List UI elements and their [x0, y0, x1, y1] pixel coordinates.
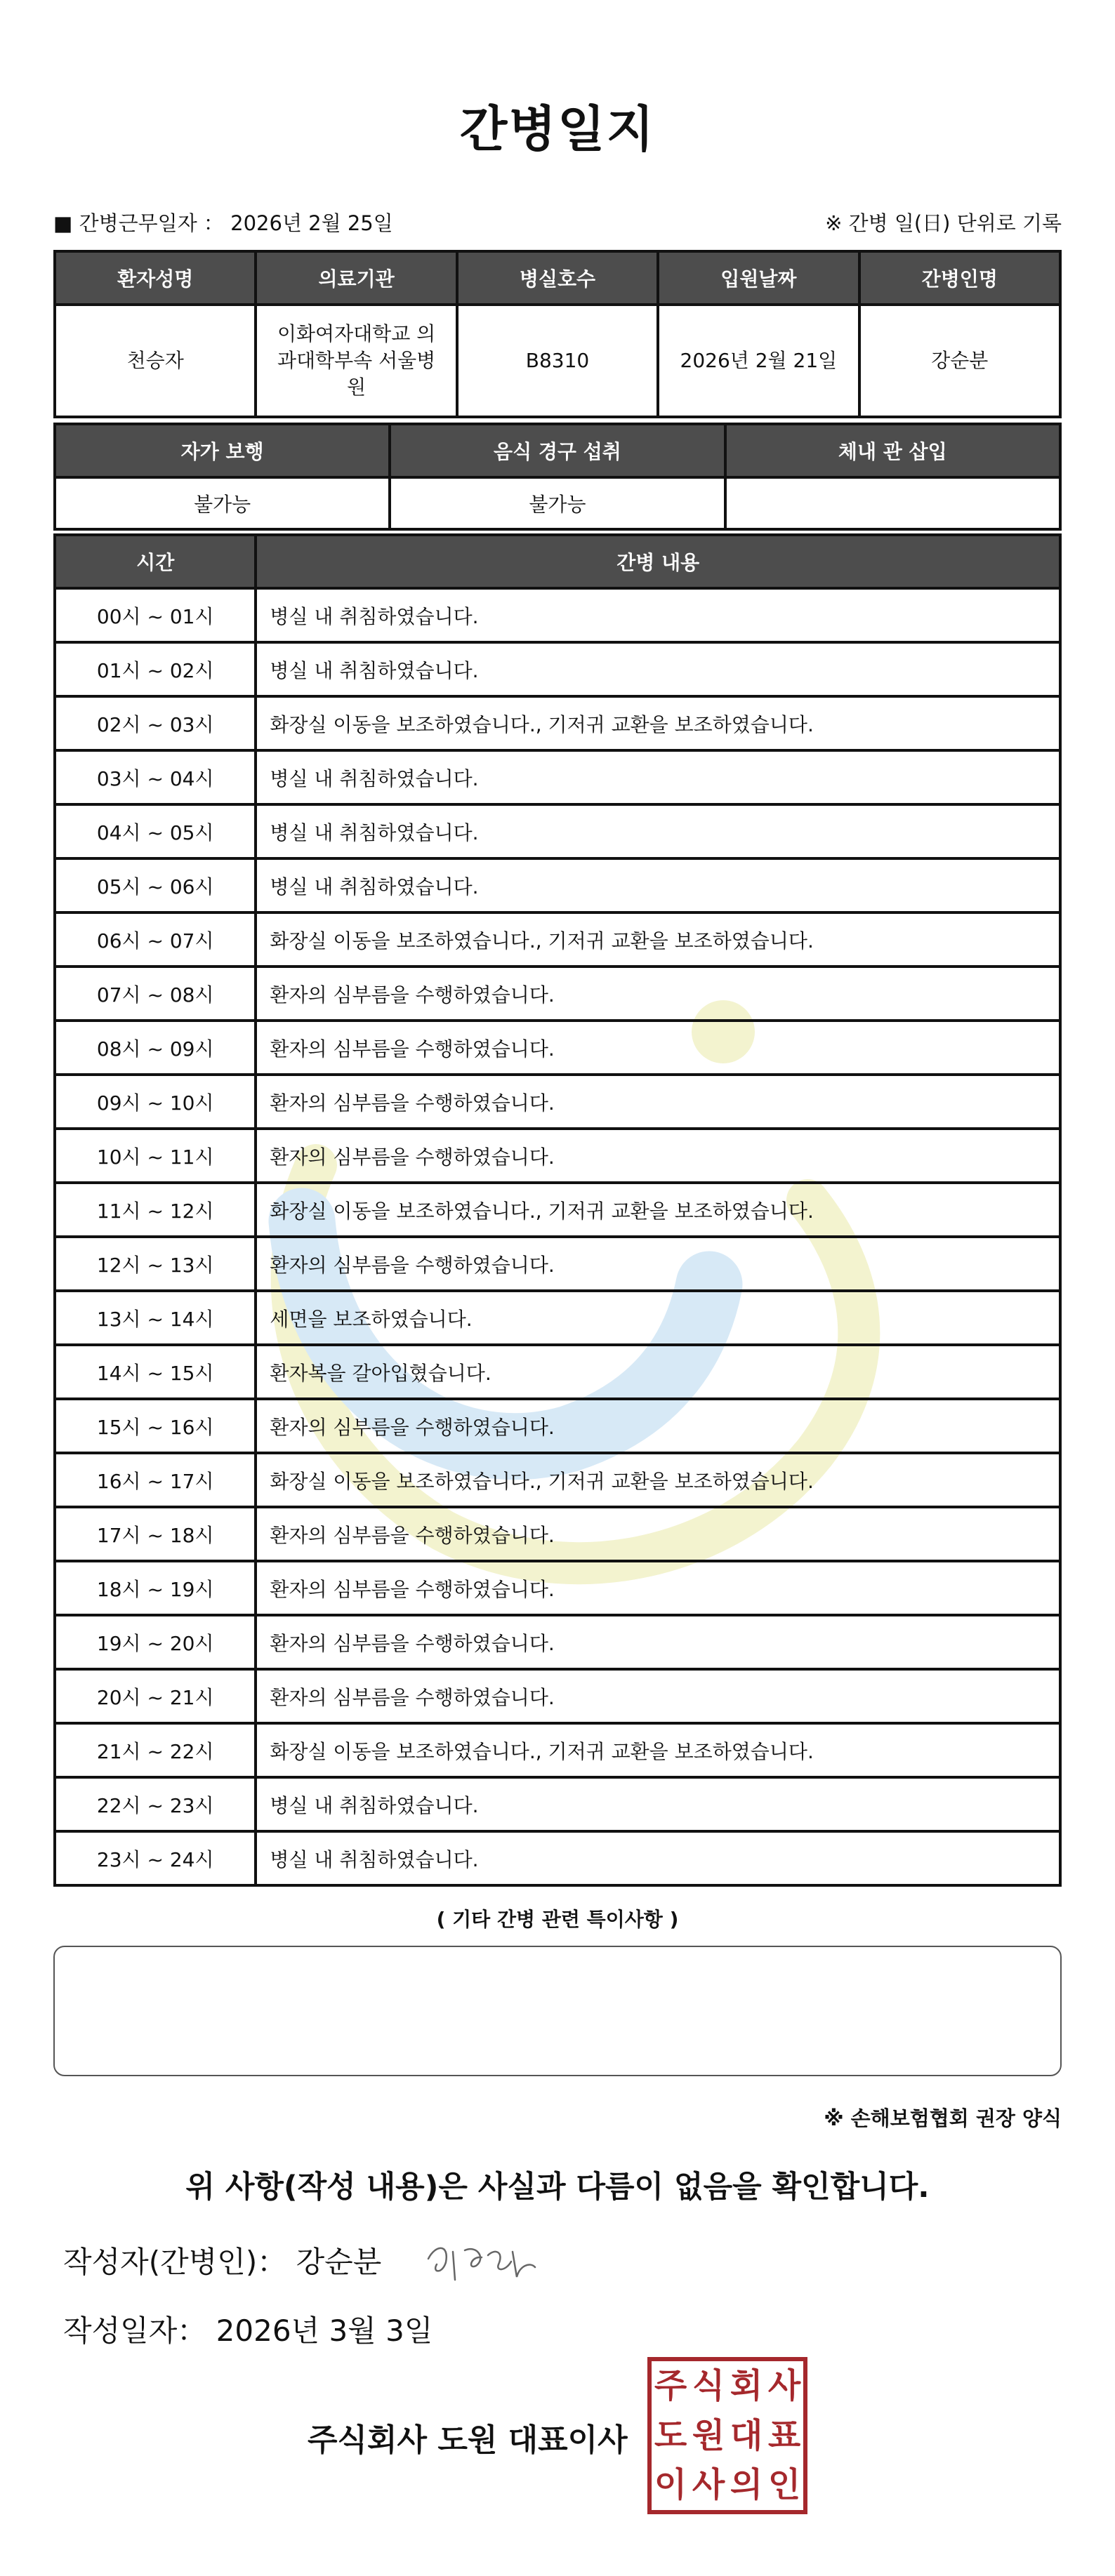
header-tube-insertion: 체내 관 삽입	[725, 424, 1060, 477]
work-date	[53, 208, 393, 237]
log-time: 19시 ~ 20시	[55, 1615, 256, 1669]
admission-date: 2026년 2월 21일	[658, 305, 859, 417]
log-time: 11시 ~ 12시	[55, 1183, 256, 1237]
log-time: 04시 ~ 05시	[55, 804, 256, 858]
log-content: 환자의 심부름을 수행하였습니다.	[256, 1021, 1060, 1075]
page-title: 간병일지	[459, 100, 656, 158]
table-row	[55, 858, 1060, 912]
log-time: 20시 ~ 21시	[55, 1669, 256, 1723]
table-row	[55, 750, 1060, 804]
table-row	[55, 1075, 1060, 1129]
seal-char: 표	[767, 2415, 801, 2455]
header-self-walking: 자가 보행	[55, 424, 390, 477]
seal-char: 도	[654, 2415, 687, 2455]
log-time: 00시 ~ 01시	[55, 588, 256, 642]
log-time: 22시 ~ 23시	[55, 1777, 256, 1831]
seal-char: 사	[767, 2366, 801, 2405]
seal-char: 의	[730, 2465, 763, 2505]
table-row	[55, 1831, 1060, 1885]
company-signature: 주식회사 도원 대표이사	[308, 2422, 628, 2458]
log-content: 환자의 심부름을 수행하였습니다.	[256, 1075, 1060, 1129]
tube-insertion-value	[725, 477, 1060, 529]
writer-name: 강순분	[296, 2245, 382, 2279]
log-content: 환자의 심부름을 수행하였습니다.	[256, 1129, 1060, 1183]
seal-char: 주	[654, 2366, 687, 2405]
patient-condition-table	[53, 423, 1062, 531]
log-time: 18시 ~ 19시	[55, 1561, 256, 1615]
log-content: 환자의 심부름을 수행하였습니다.	[256, 1615, 1060, 1669]
log-content: 환자복을 갈아입혔습니다.	[256, 1345, 1060, 1399]
table-row	[55, 696, 1060, 750]
confirmation-statement: 위 사항(작성 내용)은 사실과 다름이 없음을 확인합니다.	[185, 2170, 930, 2205]
table-row	[55, 1561, 1060, 1615]
log-time: 13시 ~ 14시	[55, 1291, 256, 1345]
log-time: 05시 ~ 06시	[55, 858, 256, 912]
caregiver-name: 강순분	[859, 305, 1060, 417]
table-row	[55, 1237, 1060, 1291]
write-date-label: 작성일자：	[63, 2313, 207, 2348]
log-content: 병실 내 취침하였습니다.	[256, 642, 1060, 696]
log-time: 08시 ~ 09시	[55, 1021, 256, 1075]
table-row	[55, 967, 1060, 1021]
hospital-name: 이화여자대학교 의과대학부속 서울병원	[256, 305, 456, 417]
table-row	[55, 1777, 1060, 1831]
header-time: 시간	[55, 535, 256, 588]
company-seal	[647, 2357, 807, 2514]
table-row	[55, 1615, 1060, 1669]
header-hospital: 의료기관	[256, 251, 456, 305]
patient-info-table	[53, 250, 1062, 418]
log-content: 병실 내 취침하였습니다.	[256, 1831, 1060, 1885]
table-row	[55, 1129, 1060, 1183]
patient-name: 천승자	[55, 305, 256, 417]
log-content: 병실 내 취침하였습니다.	[256, 804, 1060, 858]
log-time: 07시 ~ 08시	[55, 967, 256, 1021]
log-time: 14시 ~ 15시	[55, 1345, 256, 1399]
log-content: 화장실 이동을 보조하였습니다., 기저귀 교환을 보조하였습니다.	[256, 912, 1060, 967]
log-time: 03시 ~ 04시	[55, 750, 256, 804]
log-content: 화장실 이동을 보조하였습니다., 기저귀 교환을 보조하였습니다.	[256, 1453, 1060, 1507]
log-time: 21시 ~ 22시	[55, 1723, 256, 1777]
writer-label: 작성자(간병인)：	[63, 2245, 287, 2279]
seal-char: 이	[654, 2465, 687, 2505]
seal-char: 회	[730, 2366, 763, 2405]
seal-characters	[652, 2361, 803, 2510]
seal-char: 원	[692, 2415, 725, 2455]
log-time: 01시 ~ 02시	[55, 642, 256, 696]
header-patient-name: 환자성명	[55, 251, 256, 305]
table-row	[55, 1183, 1060, 1237]
writer-line	[63, 2239, 381, 2281]
log-content: 환자의 심부름을 수행하였습니다.	[256, 1507, 1060, 1561]
log-time: 10시 ~ 11시	[55, 1129, 256, 1183]
header-caregiver-name: 간병인명	[859, 251, 1060, 305]
log-time: 06시 ~ 07시	[55, 912, 256, 967]
seal-char: 인	[767, 2465, 801, 2505]
header-room-number: 병실호수	[457, 251, 658, 305]
log-content: 세면을 보조하였습니다.	[256, 1291, 1060, 1345]
log-time: 16시 ~ 17시	[55, 1453, 256, 1507]
self-walking-value: 불가능	[55, 477, 390, 529]
write-date-value: 2026년 3월 3일	[216, 2313, 433, 2348]
seal-char: 식	[692, 2366, 725, 2405]
table-row	[55, 1399, 1060, 1453]
work-date-value: 2026년 2월 25일	[230, 211, 393, 235]
table-row	[55, 1291, 1060, 1345]
log-content: 환자의 심부름을 수행하였습니다.	[256, 1237, 1060, 1291]
log-time: 15시 ~ 16시	[55, 1399, 256, 1453]
handwritten-signature	[421, 2231, 541, 2287]
header-care-content: 간병 내용	[256, 535, 1060, 588]
unit-note: ※ 간병 일(日) 단위로 기록	[825, 211, 1062, 235]
oral-intake-value: 불가능	[390, 477, 725, 529]
log-time: 17시 ~ 18시	[55, 1507, 256, 1561]
header-oral-intake: 음식 경구 섭취	[390, 424, 725, 477]
header-admission-date: 입원날짜	[658, 251, 859, 305]
recommended-form-note: ※ 손해보험협회 권장 양식	[824, 2106, 1062, 2130]
meta-row	[53, 208, 1062, 236]
log-time: 12시 ~ 13시	[55, 1237, 256, 1291]
table-row	[55, 804, 1060, 858]
seal-char: 대	[730, 2415, 763, 2455]
log-content: 환자의 심부름을 수행하였습니다.	[256, 1561, 1060, 1615]
care-log-body	[55, 588, 1060, 1885]
table-row	[55, 1345, 1060, 1399]
log-content: 환자의 심부름을 수행하였습니다.	[256, 1669, 1060, 1723]
notes-title: ( 기타 간병 관련 특이사항 )	[436, 1908, 679, 1931]
log-content: 환자의 심부름을 수행하였습니다.	[256, 1399, 1060, 1453]
notes-box[interactable]	[53, 1946, 1062, 2076]
table-row	[55, 1669, 1060, 1723]
care-log-table	[53, 533, 1062, 1887]
table-row	[55, 912, 1060, 967]
table-row	[55, 1507, 1060, 1561]
table-row	[55, 642, 1060, 696]
log-time: 09시 ~ 10시	[55, 1075, 256, 1129]
log-content: 병실 내 취침하였습니다.	[256, 750, 1060, 804]
seal-char: 사	[692, 2465, 725, 2505]
log-content: 화장실 이동을 보조하였습니다., 기저귀 교환을 보조하였습니다.	[256, 696, 1060, 750]
write-date-line	[63, 2308, 433, 2350]
log-content: 화장실 이동을 보조하였습니다., 기저귀 교환을 보조하였습니다.	[256, 1723, 1060, 1777]
log-content: 병실 내 취침하였습니다.	[256, 1777, 1060, 1831]
log-content: 병실 내 취침하였습니다.	[256, 588, 1060, 642]
work-date-label: ■ 간병근무일자 ：	[53, 211, 224, 235]
log-content: 화장실 이동을 보조하였습니다., 기저귀 교환을 보조하였습니다.	[256, 1183, 1060, 1237]
table-row	[55, 1021, 1060, 1075]
table-row	[55, 588, 1060, 642]
table-row	[55, 1453, 1060, 1507]
log-content: 환자의 심부름을 수행하였습니다.	[256, 967, 1060, 1021]
log-time: 02시 ~ 03시	[55, 696, 256, 750]
log-content: 병실 내 취침하였습니다.	[256, 858, 1060, 912]
room-number: B8310	[457, 305, 658, 417]
table-row	[55, 1723, 1060, 1777]
log-time: 23시 ~ 24시	[55, 1831, 256, 1885]
